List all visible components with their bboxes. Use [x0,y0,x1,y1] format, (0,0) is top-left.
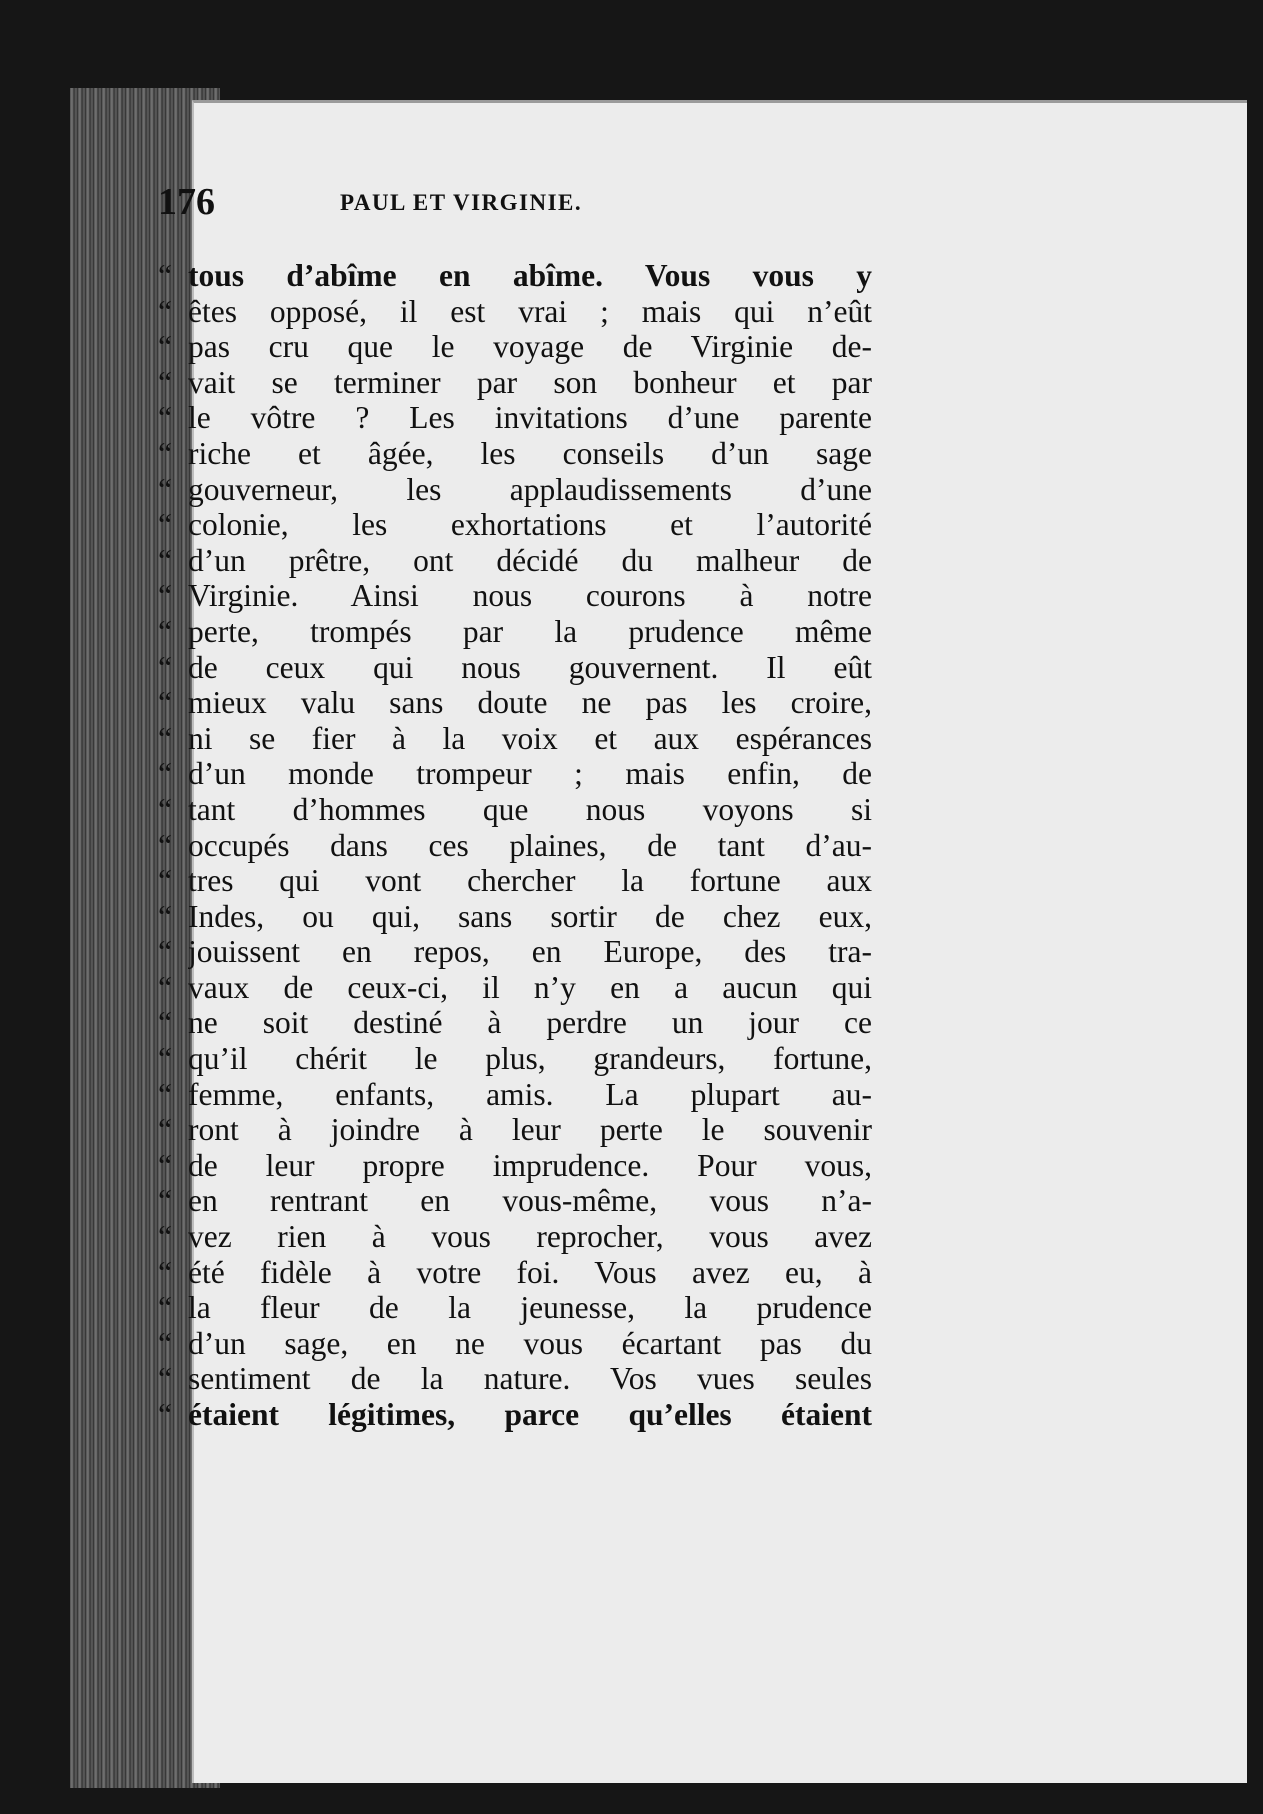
text-line [158,614,872,650]
line-text: ront à joindre à leur perte le souvenir [188,1112,872,1148]
line-text: ne soit destiné à perdre un jour ce [188,1005,872,1041]
text-line [158,365,872,401]
text-line [158,1255,872,1291]
line-text: mieux valu sans doute ne pas les croire, [188,685,872,721]
line-text: tres qui vont chercher la fortune aux [188,863,872,899]
quote-mark: “ [158,578,172,614]
line-text: occupés dans ces plaines, de tant d’au- [188,827,872,863]
line-text: Indes, ou qui, sans sortir de chez eux, [188,898,872,934]
line-text: sentiment de la nature. Vos vues seules [188,1361,872,1397]
text-line [158,294,872,330]
text-line [158,828,872,864]
line-text: d’un sage, en ne vous écartant pas du [188,1325,872,1361]
text-line [158,934,872,970]
quote-mark: “ [158,613,172,649]
line-text: êtes opposé, il est vrai ; mais qui n’eût [188,293,872,329]
quote-mark: “ [158,1219,172,1255]
text-line [158,1326,872,1362]
quote-mark: “ [158,258,172,293]
text-line [158,970,872,1006]
text-line [158,685,872,721]
quote-mark: “ [158,507,172,543]
line-text: le vôtre ? Les invitations d’une parente [188,400,872,436]
line-text: étaient légitimes, parce qu’elles étaient [188,1397,872,1432]
text-line [158,1397,872,1433]
quote-mark: “ [158,1325,172,1361]
quote-mark: “ [158,329,172,365]
line-text: de leur propre imprudence. Pour vous, [188,1147,872,1183]
quote-mark: “ [158,1005,172,1041]
page-header [158,180,858,240]
quote-mark: “ [158,1076,172,1112]
text-line [158,721,872,757]
quote-mark: “ [158,756,172,792]
quote-mark: “ [158,435,172,471]
text-line [158,258,872,294]
line-text: vait se terminer par son bonheur et par [188,364,872,400]
line-text: vaux de ceux-ci, il n’y en a aucun qui [188,969,872,1005]
line-text: Virginie. Ainsi nous courons à notre [188,578,872,614]
quote-mark: “ [158,791,172,827]
quote-mark: “ [158,1290,172,1326]
text-line [158,1219,872,1255]
text-line [158,756,872,792]
text-line [158,1112,872,1148]
text-line [158,1183,872,1219]
quote-mark: “ [158,720,172,756]
line-text: d’un prêtre, ont décidé du malheur de [188,542,872,578]
line-text: tant d’hommes que nous voyons si [188,791,872,827]
quote-mark: “ [158,293,172,329]
text-line [158,863,872,899]
text-line [158,436,872,472]
line-text: d’un monde trompeur ; mais enfin, de [188,756,872,792]
quote-mark: “ [158,1147,172,1183]
text-line [158,650,872,686]
quote-mark: “ [158,898,172,934]
line-text: été fidèle à votre foi. Vous avez eu, à [188,1254,872,1290]
line-text: pas cru que le voyage de Virginie de- [188,329,872,365]
text-line [158,792,872,828]
quote-mark: “ [158,1183,172,1219]
line-text: femme, enfants, amis. La plupart au- [188,1076,872,1112]
line-text: colonie, les exhortations et l’autorité [188,507,872,543]
line-text: ni se fier à la voix et aux espérances [188,720,872,756]
text-line [158,1290,872,1326]
quote-mark: “ [158,471,172,507]
quote-mark: “ [158,1397,172,1432]
text-line [158,1077,872,1113]
line-text: de ceux qui nous gouvernent. Il eût [188,649,872,685]
running-title: PAUL ET VIRGINIE. [340,190,583,215]
quote-mark: “ [158,1041,172,1077]
text-line [158,1148,872,1184]
line-text: tous d’abîme en abîme. Vous vous y [188,258,872,293]
body-text [158,258,872,1433]
line-text: riche et âgée, les conseils d’un sage [188,435,872,471]
text-line [158,578,872,614]
text-line [158,899,872,935]
quote-mark: “ [158,969,172,1005]
line-text: gouverneur, les applaudissements d’une [188,471,872,507]
line-text: jouissent en repos, en Europe, des tra- [188,934,872,970]
quote-mark: “ [158,863,172,899]
quote-mark: “ [158,400,172,436]
page-number: 176 [158,181,215,223]
text-line [158,472,872,508]
quote-mark: “ [158,827,172,863]
text-line [158,1041,872,1077]
line-text: vez rien à vous reprocher, vous avez [188,1219,872,1255]
text-line [158,400,872,436]
quote-mark: “ [158,685,172,721]
quote-mark: “ [158,649,172,685]
quote-mark: “ [158,1112,172,1148]
quote-mark: “ [158,934,172,970]
quote-mark: “ [158,1361,172,1397]
quote-mark: “ [158,542,172,578]
line-text: perte, trompés par la prudence même [188,613,872,649]
line-text: en rentrant en vous-même, vous n’a- [188,1183,872,1219]
line-text: qu’il chérit le plus, grandeurs, fortune, [188,1041,872,1077]
quote-mark: “ [158,1254,172,1290]
line-text: la fleur de la jeunesse, la prudence [188,1290,872,1326]
text-line [158,1361,872,1397]
quote-mark: “ [158,364,172,400]
text-line [158,329,872,365]
text-line [158,507,872,543]
text-line [158,1005,872,1041]
text-line [158,543,872,579]
